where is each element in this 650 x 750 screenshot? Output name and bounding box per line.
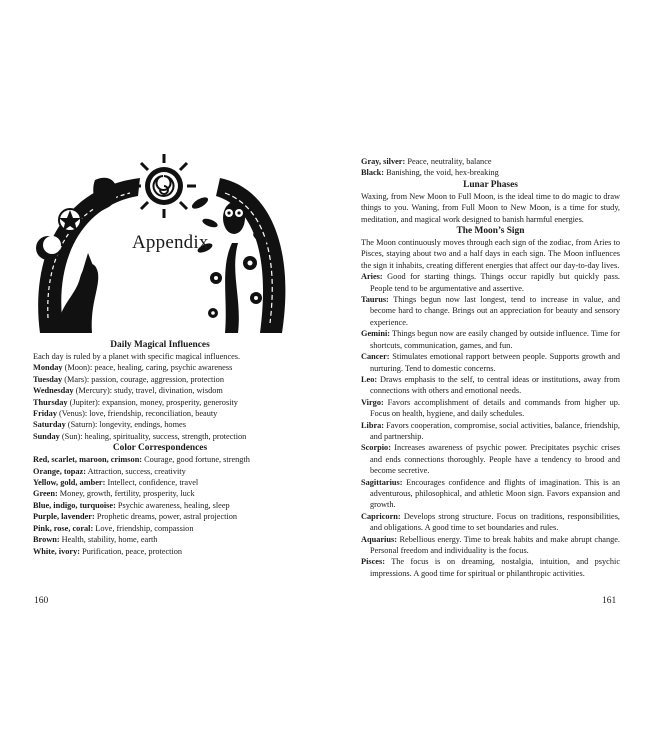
color-item-term: White, ivory: bbox=[33, 546, 81, 556]
moon-sign-item-term: Sagittarius: bbox=[361, 477, 403, 487]
daily-influence-item-detail: (Jupiter): expansion, money, prosperity, generosity bbox=[67, 397, 238, 407]
daily-influence-item-detail: (Moon): peace, healing, caring, psychic awareness bbox=[62, 363, 233, 373]
daily-influence-item-detail: (Mars): passion, courage, aggression, protection bbox=[62, 374, 224, 384]
color-item-term: Brown: bbox=[33, 535, 60, 545]
sun-icon bbox=[132, 154, 196, 218]
daily-influence-item-term: Tuesday bbox=[33, 374, 63, 384]
moon-sign-item bbox=[361, 328, 620, 351]
daily-influence-item-term: Sunday bbox=[33, 431, 60, 441]
moon-sign-item-detail: Favors accomplishment of details and commands from higher up. Focus on health, hygiene, and daily schedules. bbox=[370, 397, 620, 419]
color-item-detail: Psychic awareness, healing, sleep bbox=[115, 500, 230, 510]
left-page-text bbox=[33, 339, 287, 557]
moon-sign-item-detail: Develops strong structure. Focus on traditions, responsibilities, and obligations. A good time to set boundaries and rules. bbox=[370, 511, 620, 533]
color-item bbox=[33, 500, 287, 511]
moon-sign-item bbox=[361, 511, 620, 534]
color-item bbox=[33, 534, 287, 545]
moon-sign-item-term: Aquarius: bbox=[361, 534, 397, 544]
moon-sign-item-detail: Rebellious energy. Time to break habits and make abrupt change. Personal freedom and individuality is the focus. bbox=[370, 534, 620, 555]
color-item-detail: Prophetic dreams, power, astral projection bbox=[94, 512, 238, 522]
color-item-detail: Peace, neutrality, balance bbox=[405, 157, 492, 166]
moon-sign-item-detail: Encourages confidence and flights of imagination. This is an adventurous, philosophical, and athletic Moon sign. Favors expansion and growth. bbox=[370, 477, 620, 510]
color-item-term: Black: bbox=[361, 168, 385, 178]
daily-influence-item-term: Thursday bbox=[33, 397, 68, 407]
moon-sign-item-term: Taurus: bbox=[361, 295, 389, 305]
color-item-detail: Banishing, the void, hex-breaking bbox=[384, 168, 499, 178]
daily-influence-item bbox=[33, 397, 287, 408]
owl-icon bbox=[223, 202, 245, 234]
moon-sign-item bbox=[361, 477, 620, 511]
moon-sign-item bbox=[361, 556, 620, 579]
moon-sign-item-term: Leo: bbox=[361, 374, 378, 384]
color-correspondences-continued bbox=[361, 156, 620, 179]
daily-influence-item bbox=[33, 385, 287, 396]
moon-sign-item-term: Scorpio: bbox=[361, 443, 391, 453]
moon-sign-item bbox=[361, 374, 620, 397]
moon-sign-item bbox=[361, 397, 620, 420]
color-item-term: Pink, rose, coral: bbox=[33, 523, 94, 533]
daily-influence-item-term: Saturday bbox=[33, 420, 66, 430]
color-correspondences-heading: Color Correspondences bbox=[112, 443, 208, 454]
daily-influences-list bbox=[33, 362, 287, 442]
daily-influence-item bbox=[33, 431, 287, 442]
moon-sign-item-term: Cancer: bbox=[361, 352, 390, 362]
daily-intro: Each day is ruled by a planet with specific magical influences. bbox=[33, 352, 241, 361]
daily-influences-heading: Daily Magical Influences bbox=[110, 340, 210, 350]
pentagram-icon bbox=[59, 209, 81, 231]
color-item-term: Green: bbox=[33, 489, 58, 499]
color-item bbox=[33, 466, 287, 477]
daily-influence-item-term: Wednesday bbox=[33, 386, 74, 396]
moon-sign-item-detail: Things begun now last longest, tend to increase in value, and become hard to change. Brings out an appreciation for beauty and sensory experience. bbox=[370, 295, 620, 327]
daily-influence-item-detail: (Mercury): study, travel, divination, wisdom bbox=[73, 386, 223, 396]
color-item-detail: Money, growth, fertility, prosperity, luck bbox=[57, 489, 195, 499]
moon-sign-item-term: Capricorn: bbox=[361, 511, 401, 521]
lunar-phases-heading: Lunar Phases bbox=[463, 179, 518, 190]
moon-sign-list bbox=[361, 271, 620, 579]
moon-sign-item-detail: Stimulates emotional rapport between people. Supports growth and nurturing. Tend to domestic concerns. bbox=[370, 352, 620, 373]
daily-influence-item bbox=[33, 362, 287, 373]
moon-sign-item bbox=[361, 420, 620, 443]
moon-sign-item bbox=[361, 351, 620, 374]
daily-influence-item bbox=[33, 419, 287, 430]
color-item-detail: Courage, good fortune, strength bbox=[142, 455, 250, 465]
moon-sign-item-term: Gemini: bbox=[361, 329, 391, 339]
color-item bbox=[361, 167, 620, 178]
color-item-term: Red, scarlet, maroon, crimson: bbox=[33, 455, 143, 465]
moon-sign-item bbox=[361, 442, 620, 476]
bird-icon bbox=[92, 178, 117, 218]
daily-influence-item-detail: (Sun): healing, spirituality, success, strength, protection bbox=[59, 431, 247, 441]
color-item-detail: Love, friendship, compassion bbox=[93, 523, 194, 533]
daily-influence-item bbox=[33, 374, 287, 385]
daily-influence-item-detail: (Saturn): longevity, endings, homes bbox=[65, 420, 186, 430]
color-item bbox=[361, 156, 620, 167]
color-item bbox=[33, 546, 287, 557]
moon-sign-item bbox=[361, 294, 620, 328]
color-item bbox=[33, 511, 287, 522]
moon-sign-item bbox=[361, 271, 620, 294]
lunar-phases-text: Waxing, from New Moon to Full Moon, is the ideal time to do magic to draw things to you. Waning, from Full Moon to New Moon, is a time for study, meditation, and magical work designed to banish harmful energies. bbox=[361, 191, 620, 224]
color-item bbox=[33, 454, 287, 465]
moon-sign-item-detail: Draws emphasis to the self, to central ideas or institutions, away from connections with others and emotional needs. bbox=[370, 374, 620, 396]
moon-sign-item-detail: Increases awareness of psychic power. Precipitates psychic crises and ends connections thoroughly. People have a tendency to brood and become secretive. bbox=[370, 443, 620, 476]
moon-sign-item-term: Libra: bbox=[361, 420, 385, 430]
page-title: Appendix bbox=[132, 232, 209, 253]
color-item bbox=[33, 523, 287, 534]
color-item bbox=[33, 477, 287, 488]
color-item-detail: Purification, peace, protection bbox=[80, 546, 183, 556]
color-item-term: Orange, topaz: bbox=[33, 466, 86, 476]
color-item-detail: Intellect, confidence, travel bbox=[105, 478, 199, 488]
moon-sign-item-detail: The focus is on dreaming, nostalgia, intuition, and psychic impressions. A good time for spiritual or philanthropic activities. bbox=[370, 557, 620, 578]
color-item-detail: Health, stability, home, earth bbox=[59, 535, 158, 545]
color-item-term: Yellow, gold, amber: bbox=[33, 478, 106, 488]
page-number-left: 160 bbox=[34, 596, 49, 606]
daily-influence-item-term: Friday bbox=[33, 409, 57, 419]
color-item-term: Gray, silver: bbox=[361, 157, 406, 166]
moon-sign-item-term: Virgo: bbox=[361, 397, 384, 407]
daily-influence-item-term: Monday bbox=[33, 363, 63, 373]
moon-sign-item bbox=[361, 534, 620, 557]
color-item-term: Blue, indigo, turquoise: bbox=[33, 500, 116, 510]
color-item-detail: Attraction, success, creativity bbox=[86, 466, 186, 476]
moon-sign-item-term: Pisces: bbox=[361, 557, 385, 567]
moon-sign-intro: The Moon continuously moves through each sign of the zodiac, from Aries to Pisces, staying about two and a half days in each sign. The Moon influences the sign it inhabits, creating different energies that affect our day-to-day lives. bbox=[361, 238, 620, 270]
moon-sign-item-term: Aries: bbox=[361, 272, 383, 282]
moon-sign-item-detail: Things begun now are easily changed by outside influence. Time for shortcuts, communication, games, and fun. bbox=[370, 329, 620, 350]
color-item bbox=[33, 488, 287, 499]
color-item-term: Purple, lavender: bbox=[33, 512, 95, 522]
moon-sign-heading: The Moon’s Sign bbox=[456, 226, 525, 237]
daily-influence-item bbox=[33, 408, 287, 419]
color-correspondences-list bbox=[33, 454, 287, 557]
moon-sign-item-detail: Favors cooperation, compromise, social activities, balance, friendship, and partnership. bbox=[370, 420, 620, 441]
daily-influence-item-detail: (Venus): love, friendship, reconciliation, beauty bbox=[56, 409, 218, 419]
page-number-right: 161 bbox=[602, 596, 617, 606]
right-page-text bbox=[361, 156, 620, 579]
moon-sign-item-detail: Good for starting things. Things occur rapidly but quickly pass. People tend to be argumentative and assertive. bbox=[370, 272, 620, 293]
